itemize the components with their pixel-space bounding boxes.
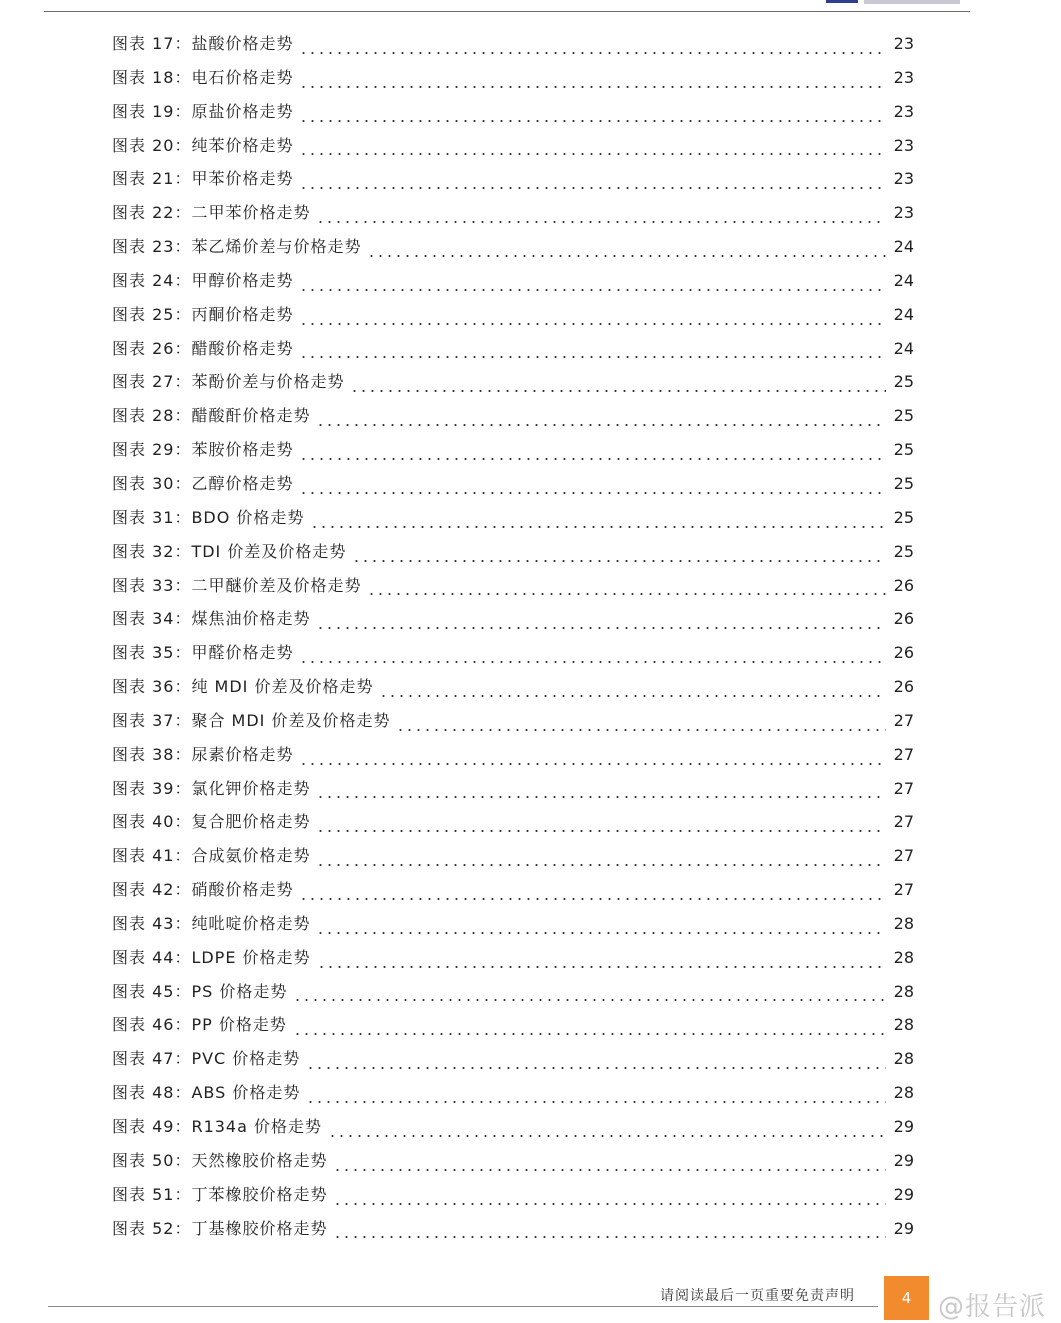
toc-entry-title: 图表 44：LDPE 价格走势 bbox=[112, 947, 311, 967]
toc-entry-title: 图表 42：硝酸价格走势 bbox=[112, 880, 294, 900]
toc-entry-page: 26 bbox=[893, 677, 914, 697]
dot-leader bbox=[299, 661, 886, 663]
page-number-badge: 4 bbox=[884, 1276, 929, 1320]
toc-entry-page: 29 bbox=[893, 1184, 914, 1204]
toc-entry-title: 图表 23：苯乙烯价差与价格走势 bbox=[112, 237, 362, 257]
toc-entry[interactable] bbox=[112, 404, 914, 438]
toc-entry-page: 26 bbox=[893, 643, 914, 663]
dot-leader bbox=[379, 695, 886, 697]
toc-entry[interactable] bbox=[112, 1149, 914, 1183]
toc-entry-page: 28 bbox=[893, 1049, 914, 1069]
dot-leader bbox=[328, 1135, 886, 1137]
toc-entry-page: 27 bbox=[893, 778, 914, 798]
toc-entry-title: 图表 18：电石价格走势 bbox=[112, 67, 294, 87]
toc-entry[interactable] bbox=[112, 777, 914, 811]
toc-entry-page: 25 bbox=[893, 406, 914, 426]
dot-leader bbox=[299, 52, 886, 54]
toc-entry[interactable] bbox=[112, 167, 914, 201]
toc-entry-title: 图表 19：原盐价格走势 bbox=[112, 101, 294, 121]
dot-leader bbox=[299, 458, 886, 460]
toc-entry[interactable] bbox=[112, 201, 914, 235]
dot-leader bbox=[317, 966, 886, 968]
toc-entry-title: 图表 25：丙酮价格走势 bbox=[112, 304, 294, 324]
toc-entry-title: 图表 50：天然橡胶价格走势 bbox=[112, 1150, 328, 1170]
toc-entry-title: 图表 28：醋酸酐价格走势 bbox=[112, 406, 311, 426]
toc-entry[interactable] bbox=[112, 946, 914, 980]
toc-entry[interactable] bbox=[112, 269, 914, 303]
toc-entry-page: 24 bbox=[893, 270, 914, 290]
toc-entry[interactable] bbox=[112, 540, 914, 574]
toc-entry[interactable] bbox=[112, 32, 914, 66]
toc-entry-page: 29 bbox=[893, 1218, 914, 1238]
toc-entry-page: 24 bbox=[893, 237, 914, 257]
dot-leader bbox=[333, 1169, 886, 1171]
dot-leader bbox=[299, 323, 886, 325]
dot-leader bbox=[316, 932, 886, 934]
toc-entry[interactable] bbox=[112, 844, 914, 878]
toc-entry-page: 28 bbox=[893, 947, 914, 967]
toc-entry[interactable] bbox=[112, 641, 914, 675]
dot-leader bbox=[316, 627, 886, 629]
toc-entry[interactable] bbox=[112, 980, 914, 1014]
toc-entry-title: 图表 33：二甲醚价差及价格走势 bbox=[112, 575, 362, 595]
toc-entry[interactable] bbox=[112, 506, 914, 540]
toc-entry-title: 图表 38：尿素价格走势 bbox=[112, 744, 294, 764]
toc-entry-title: 图表 29：苯胺价格走势 bbox=[112, 440, 294, 460]
dot-leader bbox=[293, 999, 886, 1001]
dot-leader bbox=[396, 729, 886, 731]
toc-entry[interactable] bbox=[112, 1047, 914, 1081]
toc-entry[interactable] bbox=[112, 878, 914, 912]
toc-entry-title: 图表 52：丁基橡胶价格走势 bbox=[112, 1218, 328, 1238]
toc-entry-title: 图表 21：甲苯价格走势 bbox=[112, 169, 294, 189]
toc-entry[interactable] bbox=[112, 709, 914, 743]
toc-entry-page: 29 bbox=[893, 1150, 914, 1170]
toc-entry[interactable] bbox=[112, 1115, 914, 1149]
toc-entry[interactable] bbox=[112, 1081, 914, 1115]
toc-entry-title: 图表 37：聚合 MDI 价差及价格走势 bbox=[112, 710, 391, 730]
header-rule bbox=[44, 11, 970, 12]
toc-entry-title: 图表 41：合成氨价格走势 bbox=[112, 846, 311, 866]
header-logo-mark bbox=[826, 0, 858, 3]
toc-entry-page: 28 bbox=[893, 913, 914, 933]
dot-leader bbox=[299, 86, 886, 88]
toc-entry-title: 图表 45：PS 价格走势 bbox=[112, 981, 288, 1001]
toc-entry[interactable] bbox=[112, 100, 914, 134]
toc-entry-page: 28 bbox=[893, 1015, 914, 1035]
toc-entry[interactable] bbox=[112, 303, 914, 337]
toc-entry-title: 图表 40：复合肥价格走势 bbox=[112, 812, 311, 832]
toc-entry[interactable] bbox=[112, 1217, 914, 1251]
dot-leader bbox=[299, 187, 886, 189]
toc-entry-page: 28 bbox=[893, 981, 914, 1001]
toc-entry-page: 29 bbox=[893, 1117, 914, 1136]
toc-entry-title: 图表 51：丁苯橡胶价格走势 bbox=[112, 1184, 328, 1204]
disclaimer-note: 请阅读最后一页重要免责声明 bbox=[660, 1288, 855, 1304]
toc-entry[interactable] bbox=[112, 134, 914, 168]
toc-entry-page: 28 bbox=[893, 1083, 914, 1103]
toc-entry-page: 23 bbox=[893, 67, 914, 87]
toc-entry-title: 图表 47：PVC 价格走势 bbox=[112, 1049, 301, 1069]
toc-entry-title: 图表 34：煤焦油价格走势 bbox=[112, 609, 311, 629]
toc-entry-title: 图表 39：氯化钾价格走势 bbox=[112, 778, 311, 798]
toc-entry-title: 图表 26：醋酸价格走势 bbox=[112, 338, 294, 358]
table-of-figures bbox=[112, 32, 914, 1250]
toc-entry-page: 27 bbox=[893, 744, 914, 764]
dot-leader bbox=[299, 356, 886, 358]
dot-leader bbox=[316, 830, 886, 832]
toc-entry[interactable] bbox=[112, 235, 914, 269]
toc-entry-page: 25 bbox=[893, 473, 914, 493]
toc-entry-title: 图表 48：ABS 价格走势 bbox=[112, 1083, 301, 1103]
toc-entry[interactable] bbox=[112, 607, 914, 641]
toc-entry-title: 图表 35：甲醛价格走势 bbox=[112, 643, 294, 663]
toc-entry-title: 图表 30：乙醇价格走势 bbox=[112, 473, 294, 493]
dot-leader bbox=[333, 1203, 886, 1205]
dot-leader bbox=[316, 221, 886, 223]
toc-entry[interactable] bbox=[112, 912, 914, 946]
watermark: @报告派 bbox=[938, 1292, 1047, 1322]
toc-entry[interactable] bbox=[112, 337, 914, 371]
toc-entry-title: 图表 46：PP 价格走势 bbox=[112, 1015, 287, 1035]
toc-entry[interactable] bbox=[112, 675, 914, 709]
dot-leader bbox=[367, 255, 886, 257]
toc-entry-page: 23 bbox=[893, 101, 914, 121]
toc-entry-page: 27 bbox=[893, 812, 914, 832]
toc-entry-page: 27 bbox=[893, 846, 914, 866]
toc-entry[interactable] bbox=[112, 574, 914, 608]
toc-entry-page: 27 bbox=[893, 880, 914, 900]
dot-leader bbox=[310, 526, 886, 528]
dot-leader bbox=[299, 120, 886, 122]
dot-leader bbox=[316, 864, 886, 866]
toc-entry[interactable] bbox=[112, 743, 914, 777]
toc-entry-page: 25 bbox=[893, 372, 914, 392]
dot-leader bbox=[316, 796, 886, 798]
dot-leader bbox=[352, 560, 886, 562]
toc-entry-page: 23 bbox=[893, 203, 914, 223]
toc-entry-title: 图表 32：TDI 价差及价格走势 bbox=[112, 541, 347, 561]
toc-entry[interactable] bbox=[112, 66, 914, 100]
toc-entry-page: 25 bbox=[893, 507, 914, 527]
footer-rule bbox=[48, 1306, 878, 1307]
toc-entry-title: 图表 20：纯苯价格走势 bbox=[112, 135, 294, 155]
dot-leader bbox=[306, 1101, 886, 1103]
toc-entry-page: 27 bbox=[893, 710, 914, 730]
dot-leader bbox=[293, 1033, 886, 1035]
toc-entry-title: 图表 27：苯酚价差与价格走势 bbox=[112, 372, 345, 392]
toc-entry-page: 23 bbox=[893, 135, 914, 155]
toc-entry-title: 图表 43：纯吡啶价格走势 bbox=[112, 913, 311, 933]
toc-entry-page: 23 bbox=[893, 169, 914, 189]
toc-entry[interactable] bbox=[112, 1183, 914, 1217]
toc-entry-title: 图表 49：R134a 价格走势 bbox=[112, 1117, 322, 1136]
toc-entry[interactable] bbox=[112, 438, 914, 472]
toc-entry-page: 24 bbox=[893, 304, 914, 324]
toc-entry[interactable] bbox=[112, 1013, 914, 1047]
toc-entry-title: 图表 17：盐酸价格走势 bbox=[112, 34, 294, 53]
toc-entry-page: 26 bbox=[893, 609, 914, 629]
toc-entry[interactable] bbox=[112, 370, 914, 404]
toc-entry-page: 24 bbox=[893, 338, 914, 358]
toc-entry[interactable] bbox=[112, 472, 914, 506]
dot-leader bbox=[299, 153, 886, 155]
dot-leader bbox=[316, 424, 886, 426]
toc-entry-title: 图表 24：甲醇价格走势 bbox=[112, 270, 294, 290]
dot-leader bbox=[306, 1067, 886, 1069]
dot-leader bbox=[299, 289, 886, 291]
toc-entry-title: 图表 31：BDO 价格走势 bbox=[112, 507, 305, 527]
toc-entry-page: 23 bbox=[893, 34, 914, 53]
toc-entry[interactable] bbox=[112, 810, 914, 844]
dot-leader bbox=[367, 593, 886, 595]
toc-entry-page: 26 bbox=[893, 575, 914, 595]
header-logo-text bbox=[864, 0, 960, 4]
dot-leader bbox=[333, 1236, 886, 1238]
dot-leader bbox=[299, 898, 886, 900]
toc-entry-page: 25 bbox=[893, 440, 914, 460]
toc-entry-title: 图表 36：纯 MDI 价差及价格走势 bbox=[112, 677, 374, 697]
dot-leader bbox=[299, 763, 886, 765]
toc-entry-title: 图表 22：二甲苯价格走势 bbox=[112, 203, 311, 223]
toc-entry-page: 25 bbox=[893, 541, 914, 561]
dot-leader bbox=[350, 390, 886, 392]
dot-leader bbox=[299, 492, 886, 494]
